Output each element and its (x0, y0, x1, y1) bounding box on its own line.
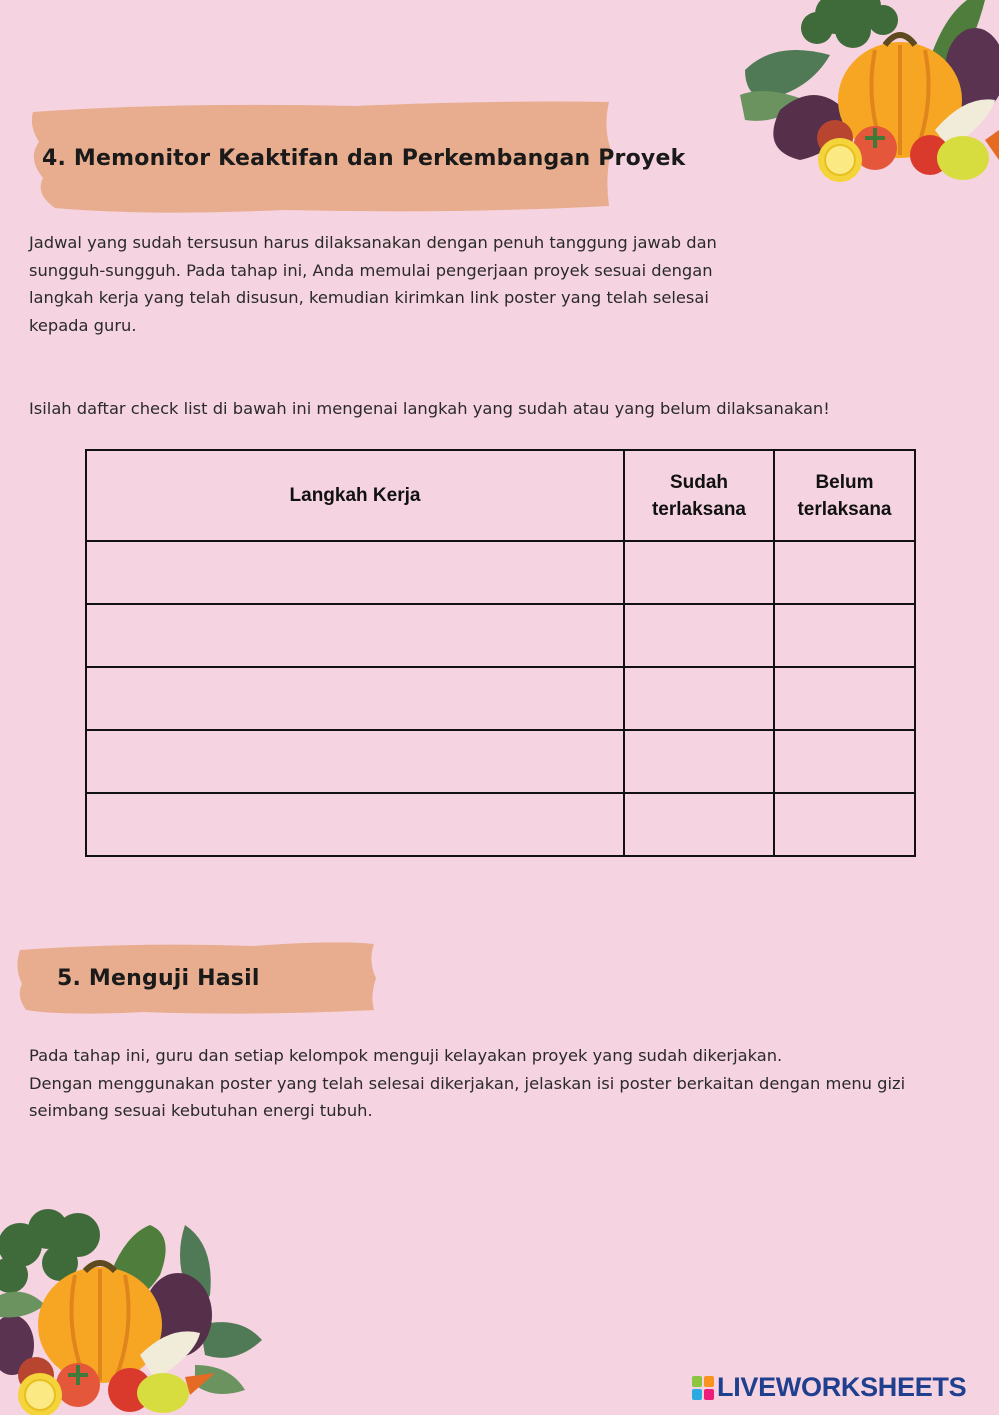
header-langkah-kerja (86, 450, 624, 541)
header-label: Langkah Kerja (289, 485, 421, 506)
section4-paragraph (29, 229, 717, 339)
belum-terlaksana-cell[interactable] (774, 604, 915, 667)
table-row (86, 541, 915, 604)
langkah-kerja-cell[interactable] (86, 730, 624, 793)
header-label: terlaksana (797, 498, 892, 520)
checklist-table (85, 449, 916, 857)
header-belum-terlaksana (774, 450, 915, 541)
header-label: terlaksana (651, 498, 746, 520)
paragraph-line: Dengan menggunakan poster yang telah selesai dikerjakan, jelaskan isi poster berkaitan dengan menu gizi (29, 1073, 906, 1093)
logo-text: LIVEWORKSHEETS (717, 1372, 967, 1402)
table-header-row (86, 450, 915, 541)
header-label: Belum (815, 471, 874, 493)
paragraph-line: langkah kerja yang telah disusun, kemudian kirimkan link poster yang telah selesai (29, 288, 709, 307)
table-row (86, 667, 915, 730)
sudah-terlaksana-cell[interactable] (624, 793, 774, 856)
sudah-terlaksana-cell[interactable] (624, 667, 774, 730)
langkah-kerja-cell[interactable] (86, 667, 624, 730)
paragraph-line: seimbang sesuai kebutuhan energi tubuh. (29, 1101, 373, 1120)
liveworksheets-logo-icon (691, 1375, 715, 1401)
instruction-text: Isilah daftar check list di bawah ini mengenai langkah yang sudah atau yang belum dilaksanakan! (29, 399, 830, 418)
section5-paragraph (29, 1042, 905, 1125)
belum-terlaksana-cell[interactable] (774, 793, 915, 856)
langkah-kerja-cell[interactable] (86, 793, 624, 856)
langkah-kerja-cell[interactable] (86, 541, 624, 604)
belum-terlaksana-cell[interactable] (774, 541, 915, 604)
belum-terlaksana-cell[interactable] (774, 667, 915, 730)
checklist-instruction (29, 395, 830, 423)
sudah-terlaksana-cell[interactable] (624, 541, 774, 604)
paragraph-line: Jadwal yang sudah tersusun harus dilaksanakan dengan penuh tanggung jawab dan (29, 233, 717, 252)
langkah-kerja-cell[interactable] (86, 604, 624, 667)
vegetables-decoration-top (735, 0, 999, 190)
header-label: Sudah (669, 471, 729, 493)
belum-terlaksana-cell[interactable] (774, 730, 915, 793)
header-sudah-terlaksana (624, 450, 774, 541)
sudah-terlaksana-cell[interactable] (624, 730, 774, 793)
table-row (86, 793, 915, 856)
table-row (86, 604, 915, 667)
vegetables-decoration-bottom (0, 1205, 270, 1415)
paragraph-line: kepada guru. (29, 315, 137, 335)
paragraph-line: sungguh-sungguh. Pada tahap ini, Anda memulai pengerjaan proyek sesuai dengan (29, 260, 713, 280)
sudah-terlaksana-cell[interactable] (624, 604, 774, 667)
liveworksheets-logo[interactable] (691, 1372, 966, 1403)
table-row (86, 730, 915, 793)
section4-title: 4. Memonitor Keaktifan dan Perkembangan Proyek (42, 146, 686, 171)
section5-title: 5. Menguji Hasil (57, 966, 260, 991)
paragraph-line: Pada tahap ini, guru dan setiap kelompok menguji kelayakan proyek yang sudah dikerjakan. (29, 1046, 783, 1065)
